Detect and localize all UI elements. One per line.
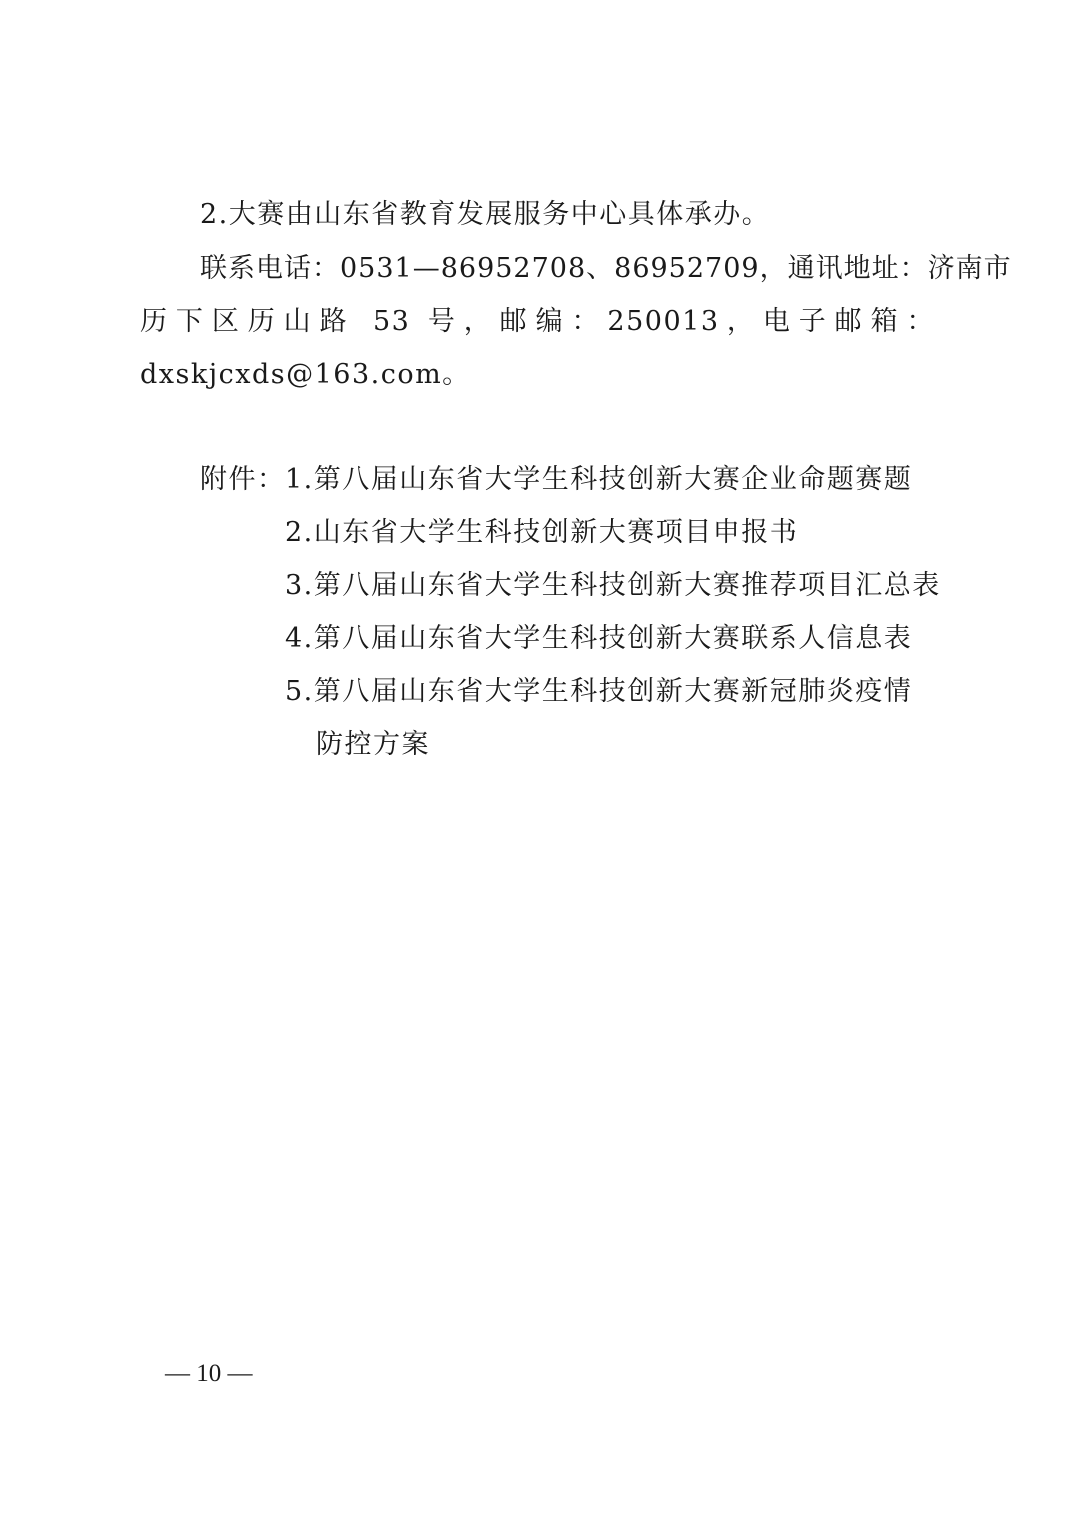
contact-line-2: 历下区历山路 53 号，邮编：250013，电子邮箱： <box>140 306 935 337</box>
attachment-item-3: 3.第八届山东省大学生科技创新大赛推荐项目汇总表 <box>285 570 941 601</box>
page-number: — 10 — <box>165 1360 253 1387</box>
attachment-item-5-continued: 防控方案 <box>316 729 430 760</box>
contact-email: dxskjcxds@163.com。 <box>140 359 471 390</box>
attachment-item-1: 1.第八届山东省大学生科技创新大赛企业命题赛题 <box>285 464 913 495</box>
attachments-label: 附件： <box>200 464 286 495</box>
attachment-item-2: 2.山东省大学生科技创新大赛项目申报书 <box>285 517 799 548</box>
contact-line-1: 联系电话：0531—86952708、86952709，通讯地址：济南市 <box>200 253 1012 284</box>
attachment-item-5: 5.第八届山东省大学生科技创新大赛新冠肺炎疫情 <box>285 676 913 707</box>
item-2-paragraph: 2.大赛由山东省教育发展服务中心具体承办。 <box>200 199 771 230</box>
attachment-item-4: 4.第八届山东省大学生科技创新大赛联系人信息表 <box>285 623 913 654</box>
